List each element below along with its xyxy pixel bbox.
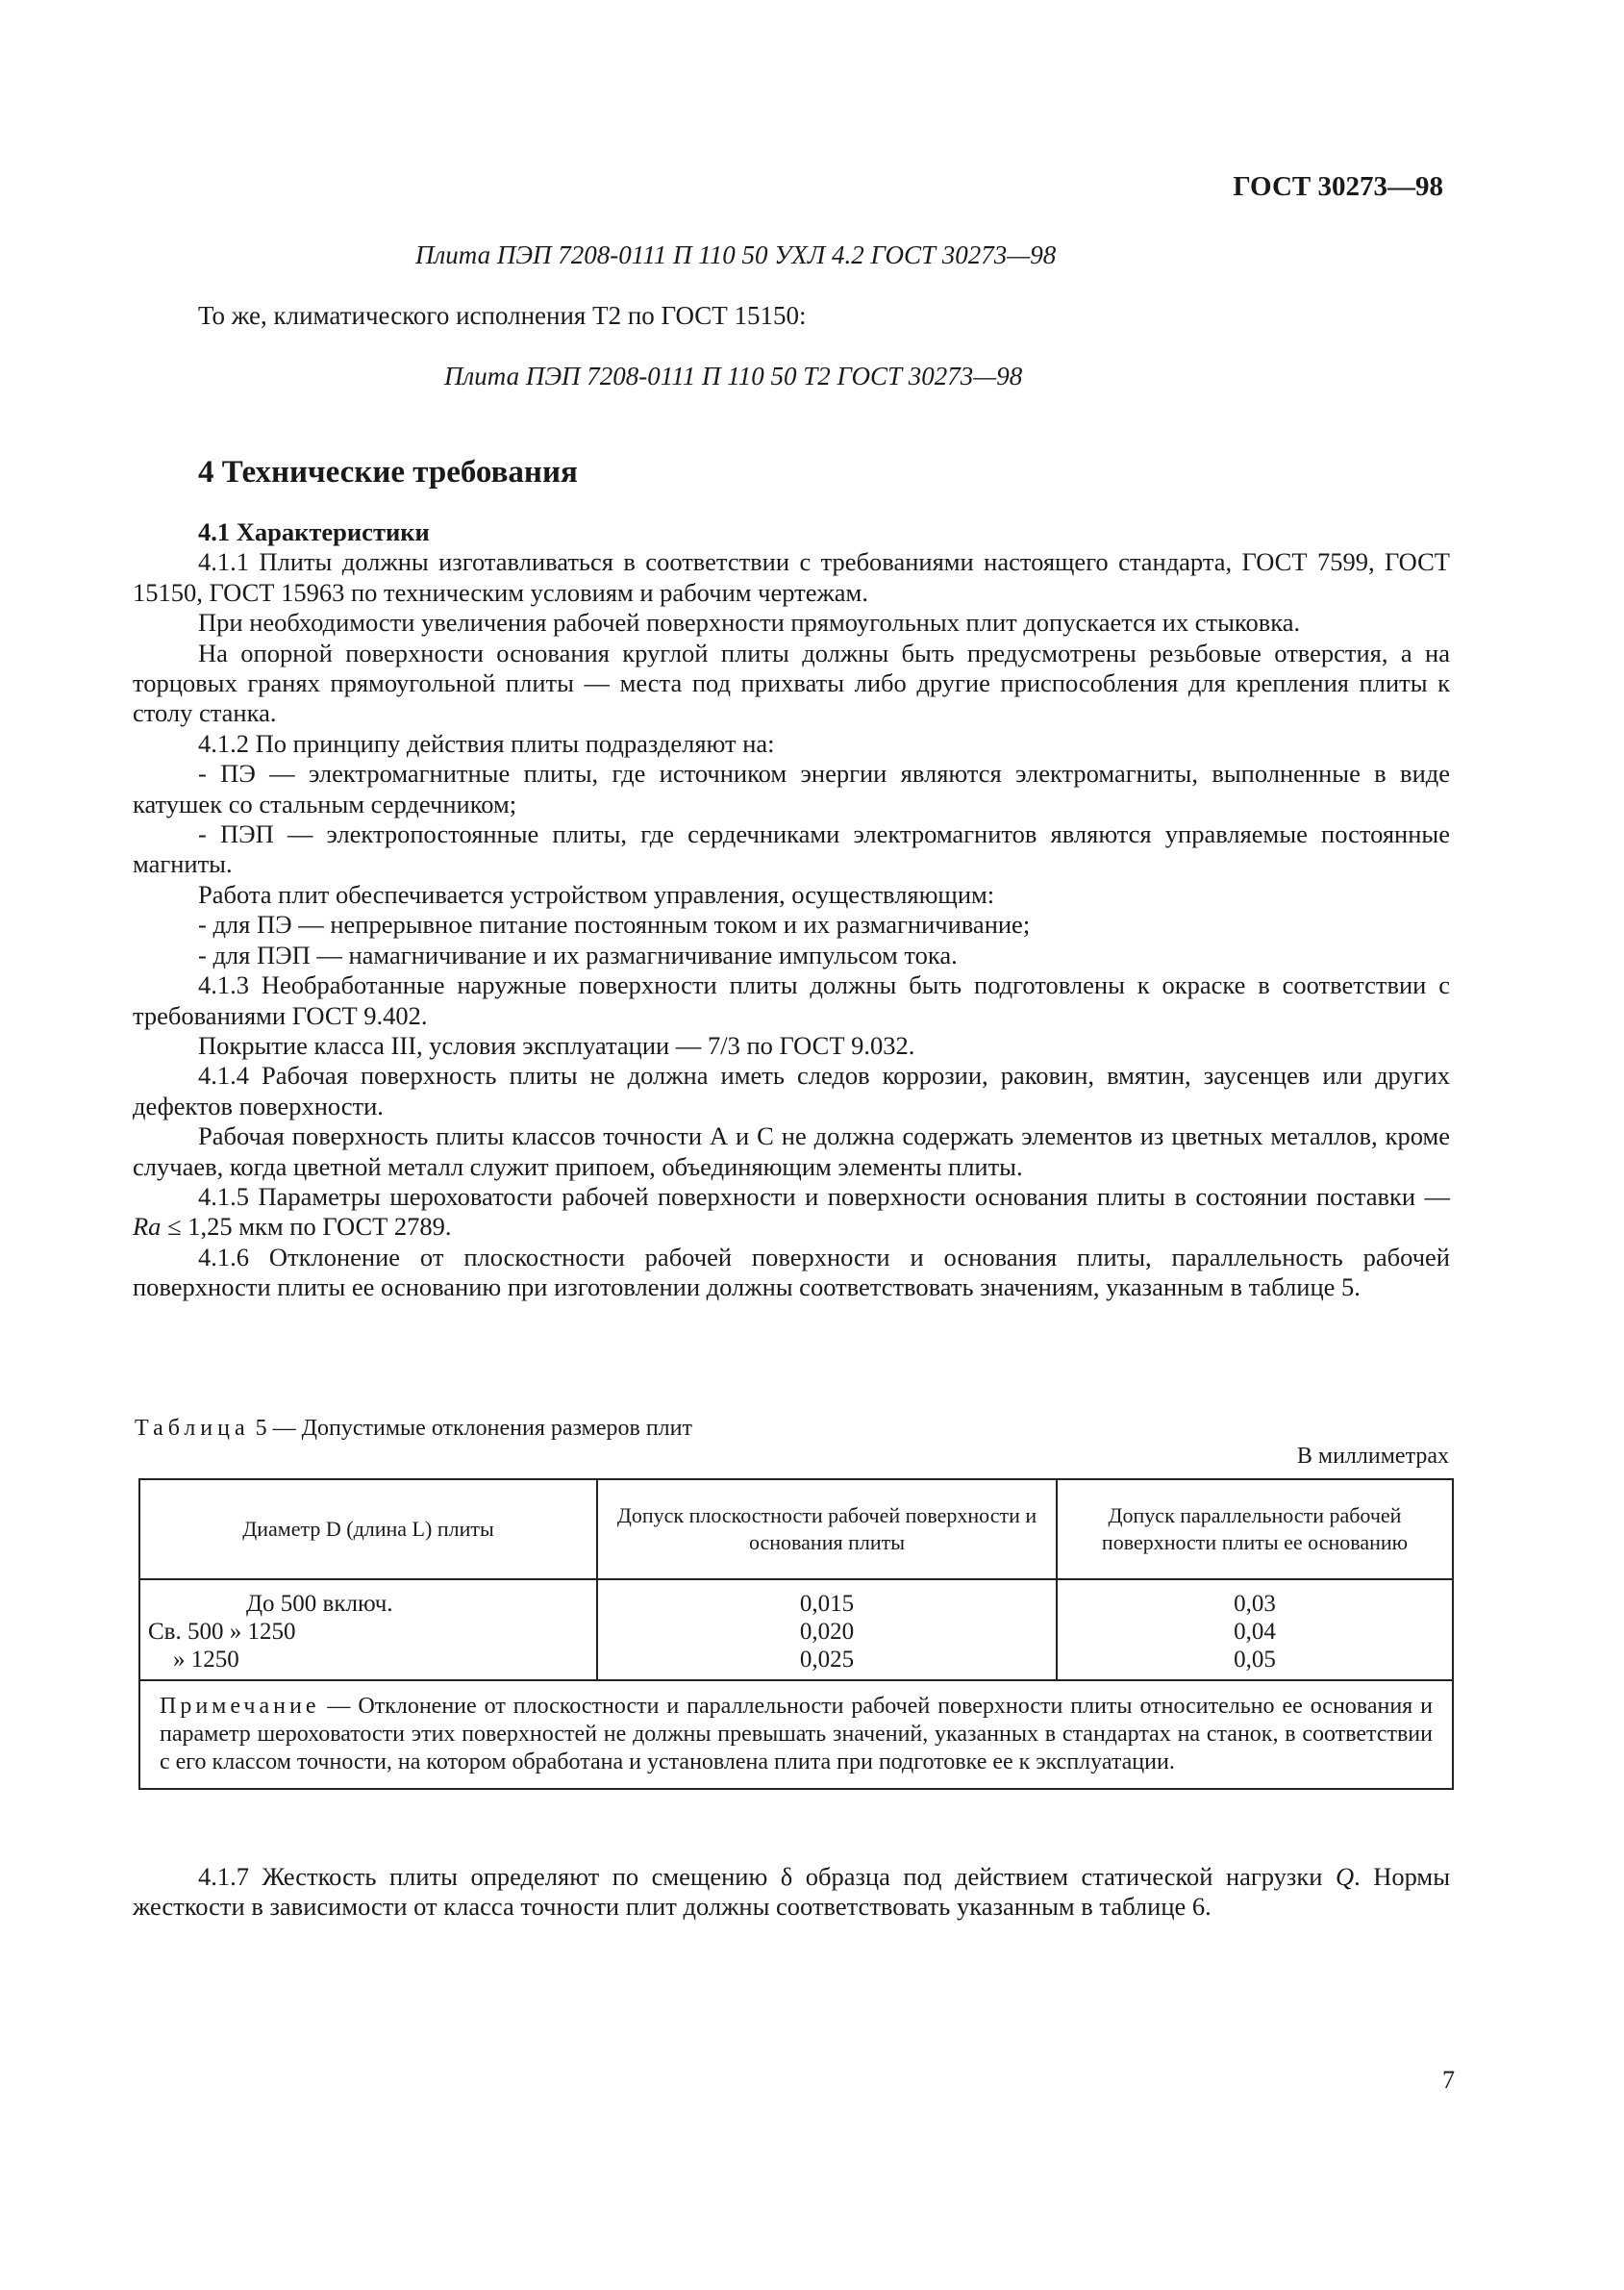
document-code-header: ГОСТ 30273—98 [1233, 171, 1443, 202]
parallelism-row-3: 0,05 [1234, 1647, 1276, 1673]
page-number: 7 [1442, 2066, 1455, 2094]
paragraph-4-1-2-d: - для ПЭ — непрерывное питание постоянным током и их размагничивание; [198, 910, 1031, 940]
paragraph-4-1-6: 4.1.6 Отклонение от плоскостности рабочей поверхности и основания плиты, параллельность рабочей поверхности плиты ее основанию при изготовлении должны соответствовать значениям, указанным в таблице 5. [133, 1242, 1450, 1302]
table-5-caption-title: 5 — Допустимые отклонения размеров плит [249, 1416, 692, 1441]
parallelism-row-1: 0,03 [1234, 1591, 1276, 1617]
paragraph-4-1-1-b: При необходимости увеличения рабочей поверхности прямоугольных плит допускается их стыковка. [198, 608, 1301, 638]
paragraph-4-1-3-b: Покрытие класса III, условия эксплуатации — 7/3 по ГОСТ 9.032. [198, 1030, 915, 1060]
diameter-column [139, 1579, 597, 1680]
section-heading-4: 4 Технические требования [198, 455, 578, 490]
paragraph-4-1-5 [133, 1182, 1450, 1243]
paragraph-4-1-5-post: ≤ 1,25 мкм по ГОСТ 2789. [161, 1212, 452, 1242]
flatness-row-2: 0,020 [799, 1619, 855, 1645]
subsection-heading-4-1: 4.1 Характеристики [198, 517, 430, 546]
paragraph-4-1-2-e: - для ПЭП — намагничивание и их размагничивание импульсом тока. [198, 940, 958, 969]
designation-example-1: Плита ПЭП 7208-0111 П 110 50 УХЛ 4.2 ГОСТ 30273—98 [415, 240, 1057, 269]
note-label: Примечание [160, 1694, 320, 1719]
paragraph-4-1-1-c: На опорной поверхности основания круглой плиты должны быть предусмотрены резьбовые отверстия, а на торцовых гранях прямоугольной плиты — места под прихваты либо другие приспособления для крепления плиты к столу станка. [133, 638, 1450, 728]
paragraph-4-1-2-b: - ПЭП — электропостоянные плиты, где сердечниками электромагнитов являются управляемые постоянные магниты. [133, 819, 1450, 879]
paragraph-4-1-5-pre: 4.1.5 Параметры шероховатости рабочей поверхности и поверхности основания плиты в состоянии поставки — [198, 1181, 1450, 1211]
flatness-row-1: 0,015 [799, 1591, 855, 1617]
paragraph-4-1-4-b: Рабочая поверхность плиты классов точности А и С не должна содержать элементов из цветных металлов, кроме случаев, когда цветной металл служит припоем, объединяющим элементы плиты. [133, 1121, 1450, 1181]
load-symbol: Q [1335, 1862, 1355, 1891]
paragraph-4-1-7 [133, 1862, 1450, 1923]
table-5 [138, 1478, 1454, 1790]
header-parallelism: Допуск параллельности рабочей поверхности плиты ее основанию [1057, 1479, 1453, 1579]
table-note-row [139, 1680, 1453, 1789]
designation-example-2: Плита ПЭП 7208-0111 П 110 50 Т2 ГОСТ 30273—98 [444, 362, 1023, 390]
requirements-body [133, 517, 1450, 1303]
paragraph-4-1-2-c: Работа плит обеспечивается устройством управления, осуществляющим: [198, 879, 995, 909]
table-data-row [139, 1579, 1453, 1680]
stiffness-section [133, 1862, 1450, 1923]
parallelism-row-2: 0,04 [1234, 1619, 1276, 1645]
paragraph-4-1-7-a: 4.1.7 Жесткость плиты определяют по смещению δ образца под действием статической нагрузки [198, 1862, 1336, 1891]
diameter-row-2: Св. 500 » 1250 [148, 1619, 296, 1645]
header-diameter: Диаметр D (длина L) плиты [139, 1479, 597, 1579]
table-5-caption-label: Таблица [135, 1416, 250, 1441]
header-flatness: Допуск плоскостности рабочей поверхности и основания плиты [597, 1479, 1057, 1579]
parallelism-column [1057, 1579, 1453, 1680]
table-5-caption [135, 1416, 692, 1442]
table-header-row [139, 1479, 1453, 1579]
table-5-units: В миллиметрах [1296, 1444, 1449, 1469]
paragraph-4-1-2-a: - ПЭ — электромагнитные плиты, где источником энергии являются электромагниты, выполненные в виде катушек со стальным сердечником; [133, 759, 1450, 818]
table-note [139, 1680, 1453, 1789]
roughness-symbol: Ra [133, 1212, 162, 1242]
paragraph-4-1-3: 4.1.3 Необработанные наружные поверхности плиты должны быть подготовлены к окраске в соответствии с требованиями ГОСТ 9.402. [133, 970, 1450, 1030]
paragraph-4-1-2: 4.1.2 По принципу действия плиты подразделяют на: [198, 728, 775, 758]
flatness-column [597, 1579, 1057, 1680]
diameter-row-3: » 1250 [173, 1647, 239, 1673]
paragraph-4-1-7-b: . Нормы жесткости в зависимости от класса точности плит должны соответствовать указанным в таблице 6. [133, 1862, 1451, 1922]
climatic-version-line: То же, климатического исполнения Т2 по ГОСТ 15150: [198, 301, 807, 330]
paragraph-4-1-1: 4.1.1 Плиты должны изготавливаться в соответствии с требованиями настоящего стандарта, ГОСТ 7599, ГОСТ 15150, ГОСТ 15963 по техническим условиям и рабочим чертежам. [133, 547, 1450, 607]
diameter-row-1: До 500 включ. [246, 1591, 393, 1617]
flatness-row-3: 0,025 [799, 1647, 855, 1673]
paragraph-4-1-4: 4.1.4 Рабочая поверхность плиты не должна иметь следов коррозии, раковин, вмятин, заусенцев или других дефектов поверхности. [133, 1061, 1450, 1120]
note-text: — Отклонение от плоскостности и параллельности рабочей поверхности плиты относительно ее основания и параметр шероховатости этих поверхностей не должны превышать значений, указанных в стандартах на станок, в соответствии с его классом точности, на котором обработана и установлена плита при подготовке ее к эксплуатации. [160, 1694, 1433, 1774]
